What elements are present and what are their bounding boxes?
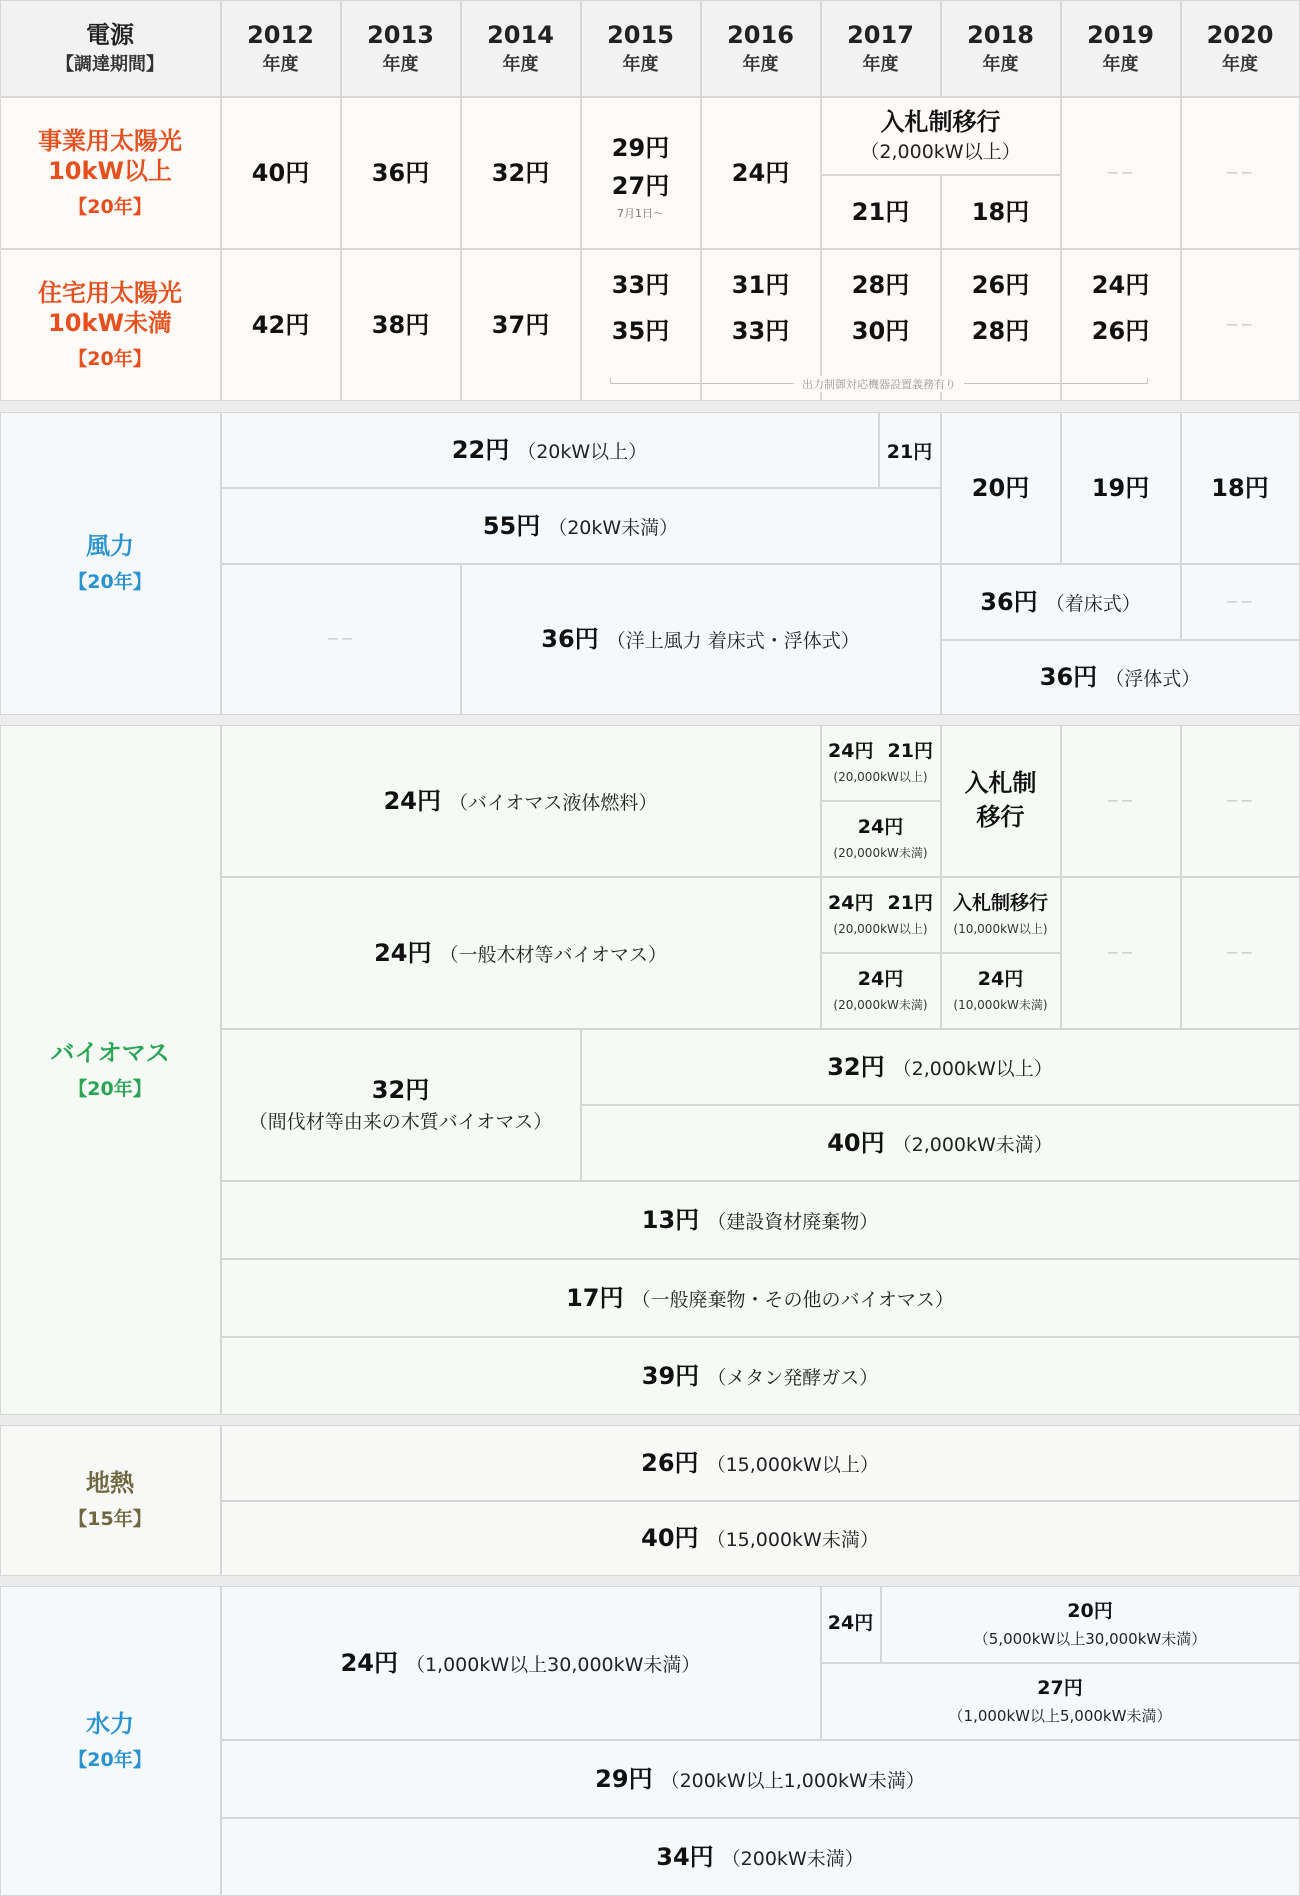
price-value: 37円 bbox=[491, 310, 550, 339]
hydro-under-200-cell bbox=[221, 1818, 1300, 1896]
geothermal-label bbox=[0, 1425, 221, 1576]
thinned-large-cell bbox=[581, 1029, 1300, 1105]
price-value: 24円 bbox=[977, 968, 1024, 991]
dash-mark: −− bbox=[1225, 790, 1255, 810]
empty-cell bbox=[1181, 725, 1300, 877]
thinned-small-cell bbox=[581, 1105, 1300, 1181]
header-period-label: 【調達期間】 bbox=[56, 53, 164, 75]
price-note: （15,000kW未満） bbox=[706, 1529, 879, 1551]
price-value: 21円 bbox=[851, 197, 910, 226]
year-label: 2018 bbox=[967, 20, 1034, 49]
empty-cell bbox=[1181, 564, 1300, 640]
price-value: 17円 bbox=[566, 1283, 624, 1312]
price-note: （1,000kW以上30,000kW未満） bbox=[405, 1653, 701, 1676]
price-value: 39円 bbox=[641, 1361, 700, 1390]
source-period: 【20年】 bbox=[68, 1077, 152, 1100]
year-suffix: 年度 bbox=[742, 53, 779, 75]
dash-mark: −− bbox=[1225, 591, 1255, 611]
price-value: 26円 bbox=[641, 1448, 699, 1477]
price-value: 29円 bbox=[611, 133, 670, 162]
liquid-2017-small-cell bbox=[821, 801, 941, 877]
empty-cell bbox=[221, 564, 461, 715]
price-value: 31円 bbox=[731, 270, 790, 299]
year-suffix: 年度 bbox=[1222, 53, 1258, 75]
price-value: 24円 bbox=[340, 1648, 398, 1677]
section-gap bbox=[0, 715, 1300, 725]
price-value: 20円 bbox=[1067, 1599, 1113, 1622]
price-value: 30円 bbox=[851, 316, 910, 345]
price-value: 18円 bbox=[1211, 473, 1269, 502]
wind-20kw-over-cell bbox=[221, 412, 879, 488]
wind-label bbox=[0, 412, 221, 715]
price-note: （間伐材等由来の木質バイオマス） bbox=[248, 1110, 553, 1133]
year-label: 2016 bbox=[727, 20, 794, 49]
section-gap bbox=[0, 1415, 1300, 1425]
price-cell bbox=[341, 249, 461, 401]
source-size: 10kW未満 bbox=[48, 308, 172, 337]
year-suffix: 年度 bbox=[262, 53, 299, 75]
price-cell bbox=[1061, 412, 1181, 564]
price-value: 40円 bbox=[641, 1524, 699, 1552]
source-period: 【20年】 bbox=[68, 571, 152, 594]
wood-2018-small-cell bbox=[941, 953, 1061, 1029]
price-value: 24円 bbox=[1091, 270, 1150, 299]
header-year-2017 bbox=[821, 0, 941, 97]
construction-waste-cell bbox=[221, 1181, 1300, 1259]
biomass-label bbox=[0, 725, 221, 1415]
price-value: 32円 bbox=[827, 1052, 885, 1081]
solar-business-label bbox=[0, 97, 221, 249]
year-label: 2020 bbox=[1206, 20, 1274, 49]
price-cell bbox=[461, 249, 581, 401]
wind-20kw-under-cell bbox=[221, 488, 941, 564]
header-year-2014 bbox=[461, 0, 581, 97]
year-label: 2014 bbox=[487, 20, 554, 49]
header-year-2018 bbox=[941, 0, 1061, 97]
price-value: 34円 bbox=[656, 1842, 714, 1871]
year-label: 2015 bbox=[607, 20, 674, 49]
price-note: （5,000kW以上30,000kW未満） bbox=[973, 1629, 1207, 1648]
empty-cell bbox=[1181, 97, 1300, 249]
dash-mark: −− bbox=[1106, 162, 1135, 182]
price-note: (10,000kW以上) bbox=[953, 921, 1048, 936]
section-gap bbox=[0, 1576, 1300, 1586]
source-name: 住宅用太陽光 bbox=[38, 278, 182, 307]
price-note: （200kW以上1,000kW未満） bbox=[660, 1769, 925, 1792]
price-value: 32円 bbox=[371, 1075, 430, 1104]
year-label: 2017 bbox=[847, 20, 914, 49]
wind-2017-cell bbox=[879, 412, 941, 488]
liquid-2017-large-cell bbox=[821, 725, 941, 801]
price-value: 26円 bbox=[971, 270, 1030, 299]
dash-mark: −− bbox=[1225, 162, 1255, 182]
hydro-mid-cell bbox=[221, 1586, 821, 1740]
auction-label: 入札制移行 bbox=[952, 892, 1048, 915]
price-note: （一般木材等バイオマス） bbox=[439, 943, 667, 966]
price-value: 36円 bbox=[1039, 663, 1098, 691]
price-note: （バイオマス液体燃料） bbox=[448, 791, 658, 814]
header-year-2012 bbox=[221, 0, 341, 97]
general-waste-cell bbox=[221, 1259, 1300, 1337]
wood-2017-large-cell bbox=[821, 877, 941, 953]
price-cell bbox=[221, 249, 341, 401]
price-value: 33円 bbox=[731, 316, 790, 345]
hydro-5000-cell bbox=[881, 1586, 1300, 1663]
source-name: 風力 bbox=[86, 532, 134, 561]
price-value: 22円 bbox=[451, 435, 510, 464]
empty-cell bbox=[1181, 877, 1300, 1029]
header-year-2016 bbox=[701, 0, 821, 97]
header-year-2013 bbox=[341, 0, 461, 97]
liquid-auction-cell bbox=[941, 725, 1061, 877]
header-source-cell bbox=[0, 0, 221, 97]
auction-label: 入札制移行 bbox=[964, 768, 1037, 831]
price-cell bbox=[1181, 412, 1300, 564]
price-value: 42円 bbox=[251, 310, 310, 339]
price-value: 24円 bbox=[383, 786, 441, 815]
price-cell bbox=[701, 97, 821, 249]
floating-cell bbox=[941, 640, 1300, 715]
price-value: 28円 bbox=[971, 316, 1030, 345]
auction-note: （2,000kW以上） bbox=[860, 140, 1021, 163]
price-note: （20kW以上） bbox=[517, 440, 648, 463]
wood-2018-large-cell bbox=[941, 877, 1061, 953]
price-value: 24円 bbox=[731, 158, 790, 187]
liquid-fuel-cell bbox=[221, 725, 821, 877]
header-year-2019 bbox=[1061, 0, 1181, 97]
price-value: 40円 bbox=[827, 1128, 885, 1157]
price-note: （メタン発酵ガス） bbox=[707, 1366, 879, 1389]
output-control-note bbox=[610, 370, 1148, 392]
dash-mark: −− bbox=[1106, 790, 1135, 810]
header-year-2020 bbox=[1181, 0, 1300, 97]
year-label: 2013 bbox=[367, 20, 434, 49]
header-source-label: 電源 bbox=[86, 20, 134, 49]
thinned-wood-cell bbox=[221, 1029, 581, 1181]
solar-home-label bbox=[0, 249, 221, 401]
hydro-2017-cell bbox=[821, 1586, 881, 1663]
price-cell bbox=[461, 97, 581, 249]
price-note: （15,000kW以上） bbox=[706, 1453, 879, 1476]
year-suffix: 年度 bbox=[382, 53, 419, 75]
price-value: 18円 bbox=[971, 197, 1030, 226]
price-value: 26円 bbox=[1091, 316, 1150, 345]
source-size: 10kW以上 bbox=[48, 156, 172, 185]
empty-cell bbox=[1061, 725, 1181, 877]
price-cell bbox=[221, 97, 341, 249]
source-period: 【15年】 bbox=[68, 1508, 152, 1531]
price-note: (10,000kW未満) bbox=[953, 997, 1048, 1012]
geothermal-small-cell bbox=[221, 1501, 1300, 1576]
year-suffix: 年度 bbox=[982, 53, 1019, 75]
price-value: 20円 bbox=[971, 473, 1030, 502]
price-note: (20,000kW未満) bbox=[833, 997, 928, 1012]
source-period: 【20年】 bbox=[68, 1748, 152, 1771]
dash-mark: −− bbox=[1225, 942, 1255, 962]
price-value: 29円 bbox=[595, 1764, 653, 1793]
dash-mark: −− bbox=[1106, 942, 1135, 962]
price-note: (20,000kW以上) bbox=[833, 769, 928, 784]
year-suffix: 年度 bbox=[622, 53, 659, 75]
offshore-cell bbox=[461, 564, 941, 715]
methane-cell bbox=[221, 1337, 1300, 1415]
price-note: （20kW未満） bbox=[548, 516, 679, 539]
year-label: 2019 bbox=[1087, 20, 1154, 49]
price-note: (20,000kW以上) bbox=[833, 921, 928, 936]
wood-2017-small-cell bbox=[821, 953, 941, 1029]
year-label: 2012 bbox=[247, 20, 314, 49]
price-value: 13円 bbox=[641, 1205, 700, 1234]
empty-cell bbox=[1061, 877, 1181, 1029]
source-period: 【20年】 bbox=[68, 195, 152, 218]
price-note: （浮体式） bbox=[1105, 668, 1201, 690]
price-value: 35円 bbox=[611, 316, 670, 345]
price-value: 27円 bbox=[1037, 1676, 1083, 1699]
price-note: （2,000kW以上） bbox=[892, 1057, 1053, 1080]
price-value: 21円 bbox=[886, 440, 933, 463]
price-note: （洋上風力 着床式・浮体式） bbox=[606, 630, 860, 652]
price-value: 24円 bbox=[857, 816, 904, 839]
price-value: 24円 bbox=[828, 892, 874, 915]
empty-cell bbox=[1061, 97, 1181, 249]
auction-cell bbox=[821, 97, 1061, 175]
fixed-bottom-cell bbox=[941, 564, 1181, 640]
hydro-200-cell bbox=[221, 1740, 1300, 1818]
price-value: 55円 bbox=[482, 511, 541, 540]
price-value: 36円 bbox=[541, 625, 599, 653]
source-name: 事業用太陽光 bbox=[38, 126, 182, 155]
price-value: 24円 bbox=[827, 1612, 874, 1635]
price-value: 38円 bbox=[371, 310, 430, 339]
price-note: （200kW未満） bbox=[721, 1847, 864, 1870]
price-value: 36円 bbox=[980, 587, 1038, 616]
hydro-1000-cell bbox=[821, 1663, 1300, 1740]
auction-label: 入札制移行 bbox=[880, 107, 1001, 136]
price-value: 21円 bbox=[887, 740, 933, 763]
price-value: 32円 bbox=[491, 158, 550, 187]
price-note: (20,000kW未満) bbox=[833, 845, 928, 860]
price-note: （着床式） bbox=[1045, 592, 1141, 615]
price-value: 19円 bbox=[1091, 473, 1150, 502]
price-note: 7月1日〜 bbox=[617, 206, 664, 220]
source-name: バイオマス bbox=[50, 1038, 170, 1067]
price-cell bbox=[821, 175, 941, 249]
source-name: 水力 bbox=[86, 1709, 134, 1738]
price-note: （建設資材廃棄物） bbox=[707, 1210, 879, 1233]
header-year-2015 bbox=[581, 0, 701, 97]
general-wood-cell bbox=[221, 877, 821, 1029]
price-value: 36円 bbox=[371, 158, 430, 187]
section-gap bbox=[0, 401, 1300, 412]
price-cell bbox=[581, 97, 701, 249]
price-value: 27円 bbox=[611, 171, 670, 200]
price-value: 24円 bbox=[857, 968, 904, 991]
year-suffix: 年度 bbox=[502, 53, 539, 75]
price-value: 40円 bbox=[251, 158, 310, 187]
price-cell bbox=[341, 97, 461, 249]
year-suffix: 年度 bbox=[1102, 53, 1139, 75]
price-cell bbox=[941, 412, 1061, 564]
dash-mark: −− bbox=[326, 629, 355, 648]
price-value: 28円 bbox=[851, 270, 910, 299]
price-value: 21円 bbox=[887, 892, 933, 915]
price-note: （2,000kW未満） bbox=[892, 1133, 1053, 1156]
geothermal-large-cell bbox=[221, 1425, 1300, 1501]
source-period: 【20年】 bbox=[68, 347, 152, 370]
note-text: 出力制御対応機器設置義務有り bbox=[794, 376, 964, 392]
source-name: 地熱 bbox=[86, 1469, 134, 1498]
price-cell bbox=[941, 175, 1061, 249]
empty-cell bbox=[1181, 249, 1300, 401]
price-value: 24円 bbox=[828, 740, 874, 763]
hydro-label bbox=[0, 1586, 221, 1896]
price-note: （一般廃棄物・その他のバイオマス） bbox=[631, 1288, 954, 1311]
price-note: （1,000kW以上5,000kW未満） bbox=[948, 1706, 1172, 1725]
dash-mark: −− bbox=[1225, 314, 1255, 334]
price-value: 33円 bbox=[611, 270, 670, 299]
price-value: 24円 bbox=[374, 938, 432, 967]
year-suffix: 年度 bbox=[862, 53, 899, 75]
